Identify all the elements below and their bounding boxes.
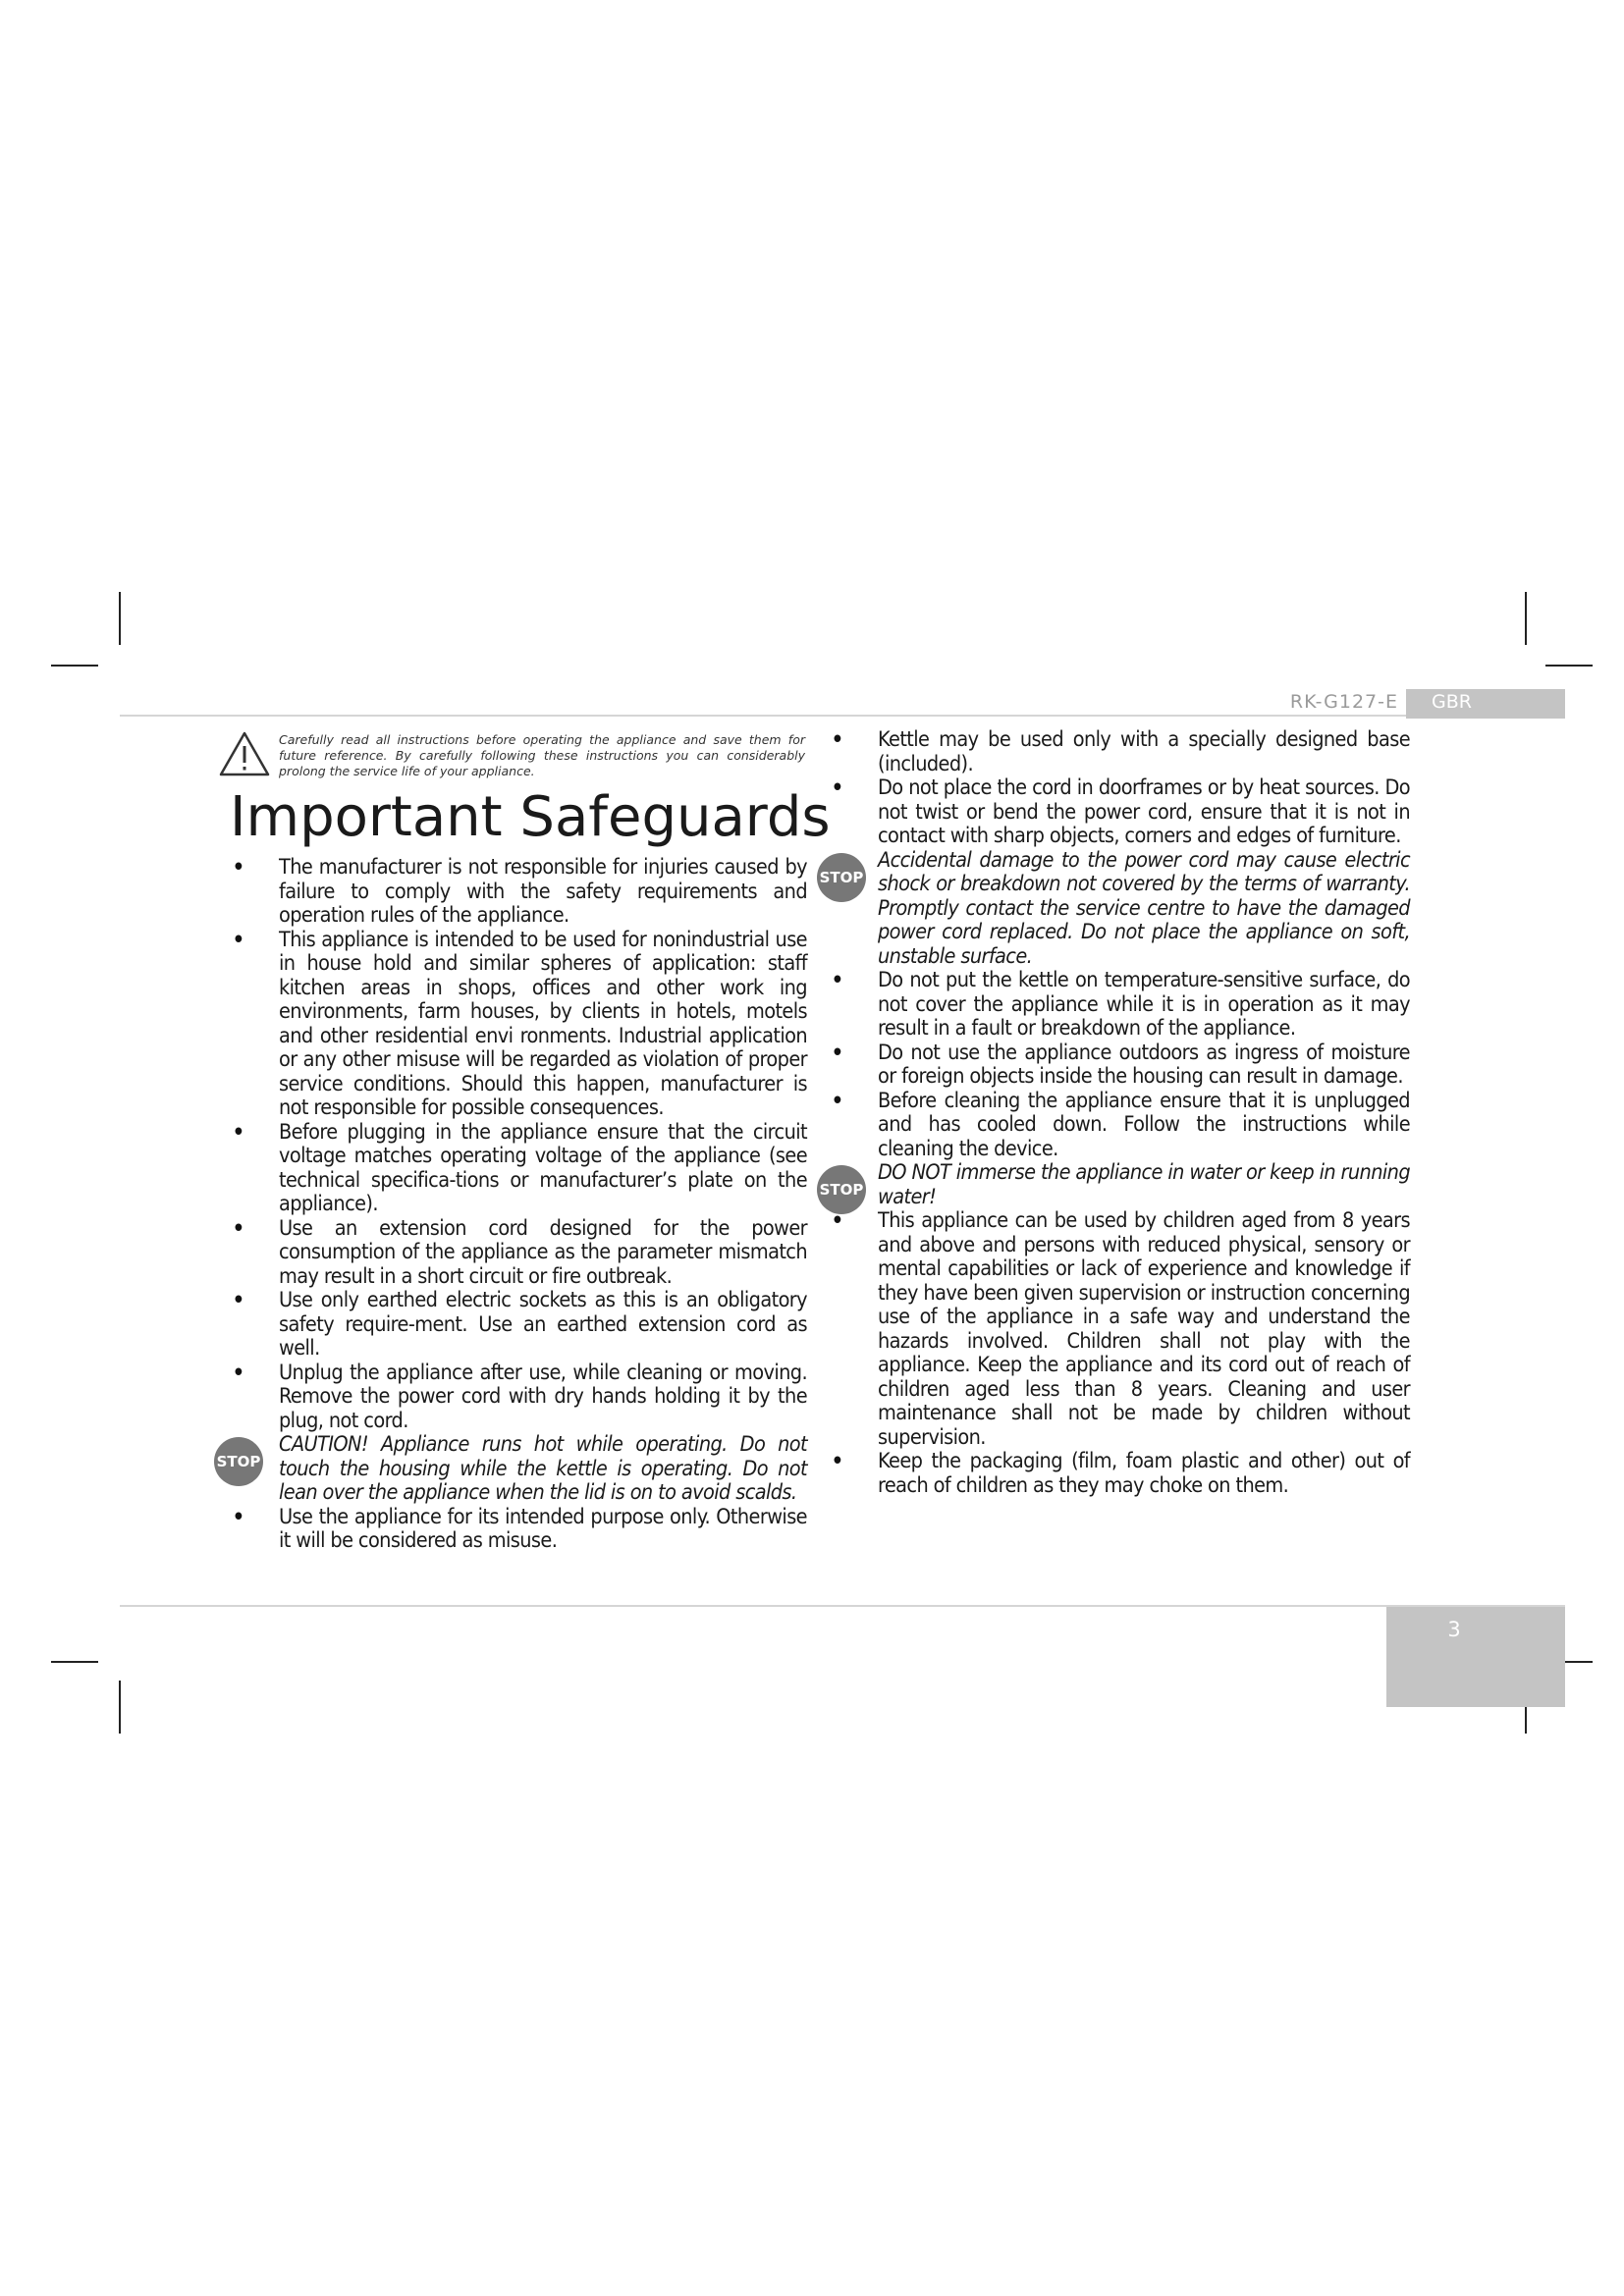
language-tab: [1406, 689, 1565, 719]
footer-rule: [120, 1605, 1565, 1607]
crop-mark: [51, 665, 98, 667]
list-item: • Before plugging in the appliance ensure that the circuit voltage matches operating voltage of the appliance (see technical specifica-tions or manufacturer’s plate on the appliance).: [222, 1121, 807, 1217]
caution-item: STOP Accidental damage to the power cord may cause electric shock or breakdown not covered by the terms of warranty. Promptly contact the service centre to have the damaged power cord replaced. Do not place the appliance on soft, unstable surface.: [821, 849, 1410, 970]
model-number: RK-G127-E: [1289, 691, 1398, 713]
list-item: • Do not put the kettle on temperature-sensitive surface, do not cover the appliance while it is in operation as it may result in a fault or breakdown of the appliance.: [821, 969, 1410, 1041]
list-item: • Use the appliance for its intended purpose only. Otherwise it will be considered as misuse.: [222, 1506, 807, 1554]
warning-triangle-icon: [218, 730, 271, 777]
list-item: • Keep the packaging (film, foam plastic and other) out of reach of children as they may choke on them.: [821, 1450, 1410, 1498]
header-rule: [120, 715, 1565, 717]
caution-item: STOP DO NOT immerse the appliance in water or keep in running water!: [821, 1161, 1410, 1209]
caution-item: STOP CAUTION! Appliance runs hot while operating. Do not touch the housing while the kettle is operating. Do not lean over the appliance when the lid is on to avoid scalds.: [222, 1433, 807, 1506]
page-number-tab: [1386, 1607, 1565, 1707]
list-item: • This appliance is intended to be used for nonindustrial use in house hold and similar spheres of application: staff kitchen areas in shops, offices and other work ing environments, farm houses, by clients in hotels, motels and other residential envi ronments. Industrial application or any other misuse will be regarded as violation of proper service conditions. Should this happen, manufacturer is not responsible for possible consequences.: [222, 929, 807, 1121]
stop-icon: STOP: [817, 1165, 866, 1214]
page-title: Important Safeguards: [230, 785, 831, 849]
list-item: • Before cleaning the appliance ensure that it is unplugged and has cooled down. Follow the instructions while cleaning the device.: [821, 1090, 1410, 1162]
crop-mark: [119, 1681, 121, 1734]
list-item: • Do not place the cord in doorframes or by heat sources. Do not twist or bend the power cord, ensure that it is not in contact with sharp objects, corners and edges of furniture.: [821, 776, 1410, 849]
left-column: [216, 855, 807, 1554]
crop-mark: [1545, 665, 1593, 667]
crop-mark: [51, 1661, 98, 1663]
list-item: • The manufacturer is not responsible for injuries caused by failure to comply with the safety requirements and operation rules of the appliance.: [222, 856, 807, 929]
right-column: [821, 728, 1410, 1498]
list-item: • Do not use the appliance outdoors as ingress of moisture or foreign objects inside the housing can result in damage.: [821, 1041, 1410, 1090]
list-item: • Unplug the appliance after use, while cleaning or moving. Remove the power cord with dry hands holding it by the plug, not cord.: [222, 1362, 807, 1434]
stop-icon: STOP: [214, 1437, 263, 1486]
list-item: • This appliance can be used by children aged from 8 years and above and persons with reduced physical, sensory or mental capabilities or lack of experience and knowledge if they have been given supervision or instruction concerning use of the appliance in a safe way and understand the hazards involved. Children shall not play with the appliance. Keep the appliance and its cord out of reach of children aged less than 8 years. Cleaning and user maintenance shall not be made by children without supervision.: [821, 1209, 1410, 1450]
crop-mark: [119, 592, 121, 645]
intro-note: Carefully read all instructions before operating the appliance and save them for future reference. By carefully following these instructions you can considerably prolong the service life of your appliance.: [279, 732, 805, 778]
list-item: • Kettle may be used only with a specially designed base (included).: [821, 728, 1410, 776]
crop-mark: [1525, 592, 1527, 645]
language-label: GBR: [1432, 691, 1472, 713]
page-number: 3: [1447, 1618, 1461, 1641]
list-item: • Use only earthed electric sockets as this is an obligatory safety require-ment. Use an earthed extension cord as well.: [222, 1289, 807, 1362]
stop-icon: STOP: [817, 853, 866, 902]
list-item: • Use an extension cord designed for the power consumption of the appliance as the parameter mismatch may result in a short circuit or fire outbreak.: [222, 1217, 807, 1290]
